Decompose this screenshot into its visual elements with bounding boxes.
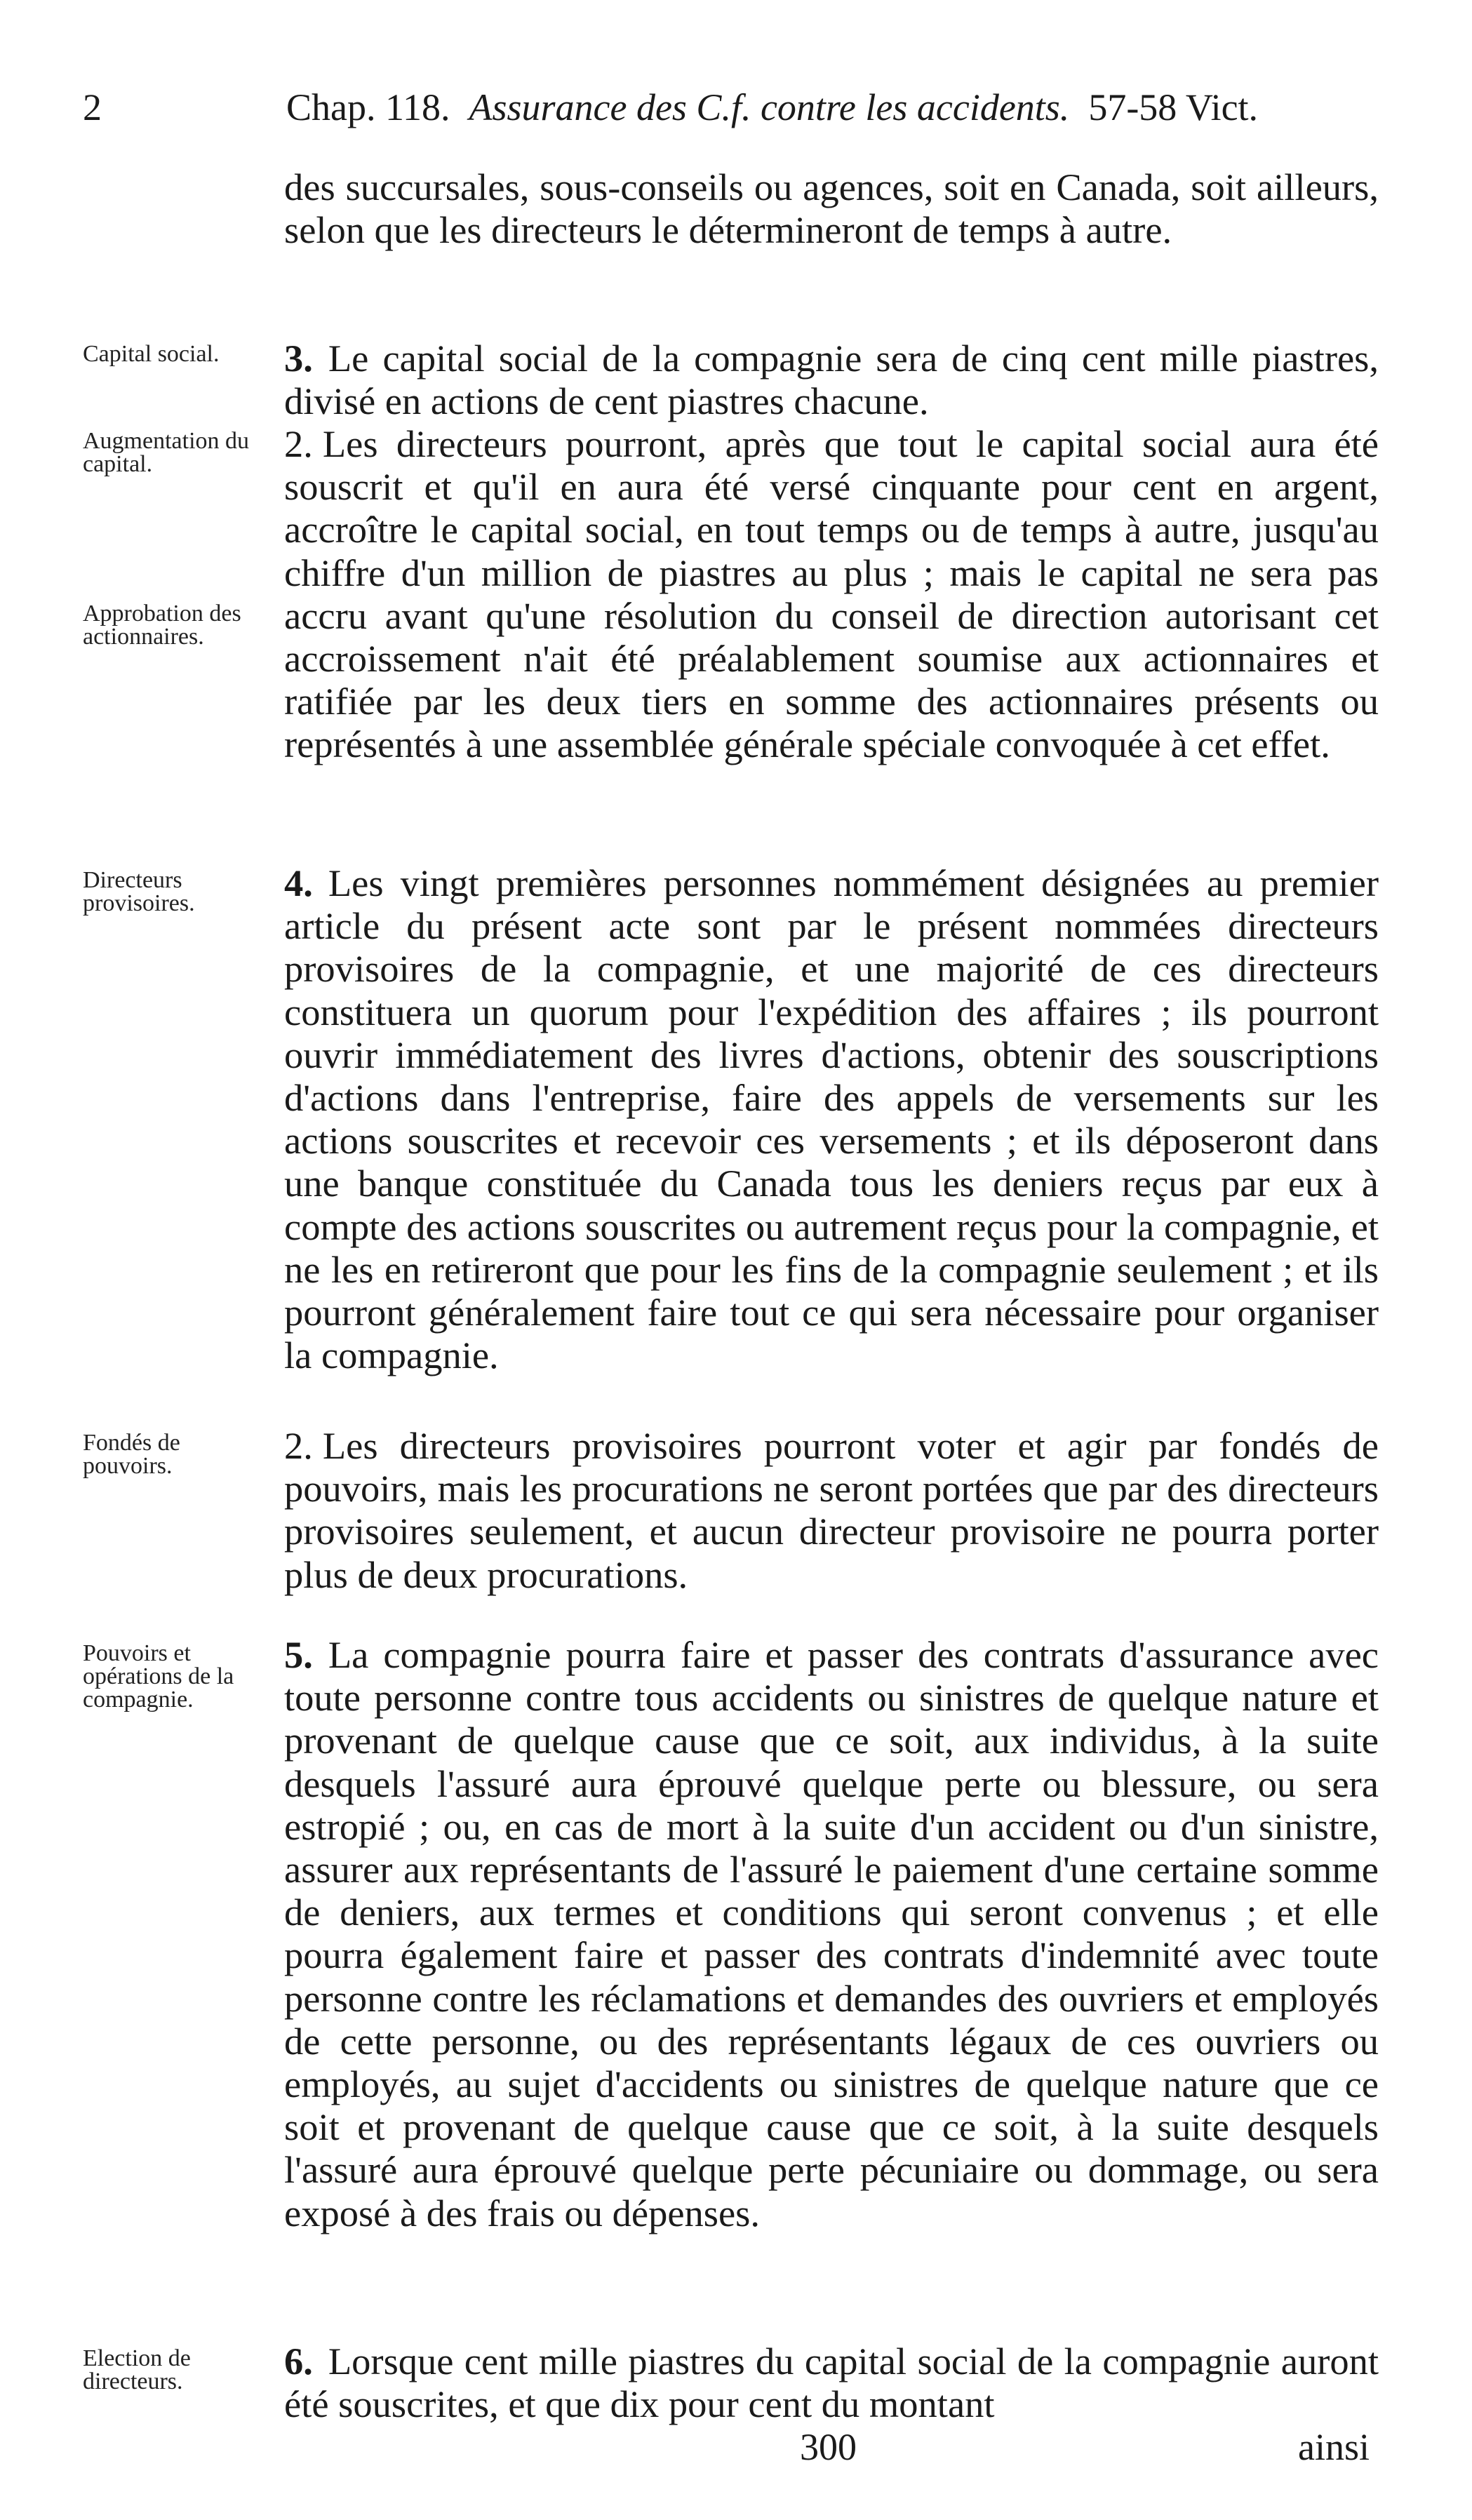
margin-note-pouvoirs-operations: Pouvoirs et opérations de la compagnie.: [83, 1640, 234, 1713]
regnal-year: 57-58 Vict.: [1088, 86, 1259, 128]
section-text: Les directeurs provisoires pourront voter et agir par fondés de pouvoirs, mais les procurations ne seront portées que par des directeurs provisoires seulement, et aucun directeur provisoire ne pourra porter plus de deux procurations.: [284, 1424, 1379, 1596]
running-head: [286, 83, 1258, 132]
section-text: Le capital social de la compagnie sera de cinq cent mille piastres, divisé en actions de cent piastres chacune.: [284, 337, 1379, 423]
subsection-number: 2.: [284, 422, 313, 465]
margin-note-fondes-de-pouvoirs: Fondés de pouvoirs.: [83, 1430, 180, 1479]
section-text: Les vingt premières personnes nommément désignées au premier article du présent acte sont par le présent nommées directeurs provisoires de la compagnie, et une majorité de ces directeurs constituera un quorum pour l'expédition des affaires ; ils pourront ouvrir immédiatement des livres d'actions, obtenir des souscriptions d'actions dans l'entreprise, faire des appels de versements sur les actions souscrites et recevoir ces versements ; et ils déposeront dans une banque constituée du Canada tous les deniers reçus par eux à compte des actions souscrites ou autrement reçus pour la compagnie, et ne les en retireront que pour les fins de la compagnie seulement ; et ils pourront généralement faire tout ce qui sera nécessaire pour organiser la compagnie.: [284, 862, 1379, 1377]
catchword: ainsi: [1298, 2426, 1370, 2468]
margin-note-approbation: Approbation des actionnaires.: [83, 601, 241, 650]
subsection-number: 2.: [284, 1424, 313, 1467]
intro-text: des succursales, sous-conseils ou agences, soit en Canada, soit ailleurs, selon que les directeurs le détermineront de temps à autre.: [284, 166, 1379, 252]
section-3-sub-2: [284, 422, 1379, 766]
margin-note-election-directeurs: Election de directeurs.: [83, 2345, 191, 2394]
footer-page-number: 300: [800, 2426, 857, 2468]
section-text: Les directeurs pourront, après que tout le capital social aura été souscrit et qu'il en aura été versé cinquante pour cent en argent, accroître le capital social, en tout temps ou de temps à autre, jusqu'au chiffre d'un million de piastres au plus ; mais le capital ne sera pas accru avant qu'une résolution du conseil de direction autorisant cet accroissement n'ait été préalablement soumise aux actionnaires et ratifiée par les deux tiers en somme des actionnaires présents ou représentés à une assemblée générale spéciale convoquée à cet effet.: [284, 422, 1379, 766]
section-4-sub-2: [284, 1424, 1379, 1596]
margin-note-capital-social: Capital social.: [83, 341, 220, 367]
section-number: 6.: [284, 2340, 313, 2382]
section-number: 3.: [284, 337, 313, 380]
section-5: [284, 1633, 1379, 2234]
section-4: [284, 862, 1379, 1376]
section-text: Lorsque cent mille piastres du capital social de la compagnie auront été souscrites, et que dix pour cent du montant: [284, 2340, 1379, 2426]
margin-note-directeurs-provisoires: Directeurs provisoires.: [83, 867, 195, 916]
section-number: 4.: [284, 862, 313, 904]
chapter-label: Chap. 118.: [286, 86, 450, 128]
section-6: [284, 2340, 1379, 2425]
page-header: [83, 83, 1381, 132]
section-3: [284, 337, 1379, 422]
section-text: La compagnie pourra faire et passer des contrats d'assurance avec toute personne contre tous accidents ou sinistres de quelque nature et provenant de quelque cause que ce soit, aux individus, à la suite desquels l'assuré aura éprouvé quelque perte ou blessure, ou sera estropié ; ou, en cas de mort à la suite d'un accident ou d'un sinistre, assurer aux représentants de l'assuré le paiement d'une certaine somme de deniers, aux termes et conditions qui seront convenus ; et elle pourra également faire et passer des contrats d'indemnité avec toute personne contre les réclamations et demandes des ouvriers et employés de cette personne, ou des représentants légaux de ces ouvriers ou employés, au sujet d'accidents ou sinistres de quelque nature que ce soit et provenant de quelque cause que ce soit, à la suite desquels l'assuré aura éprouvé quelque perte pécuniaire ou dommage, ou sera exposé à des frais ou dépenses.: [284, 1633, 1379, 2234]
margin-note-augmentation: Augmentation du capital.: [83, 428, 250, 477]
section-number: 5.: [284, 1633, 313, 1676]
page-number: 2: [83, 86, 102, 128]
act-title: Assurance des C.f. contre les accidents.: [469, 86, 1070, 128]
intro-paragraph: [284, 166, 1379, 251]
